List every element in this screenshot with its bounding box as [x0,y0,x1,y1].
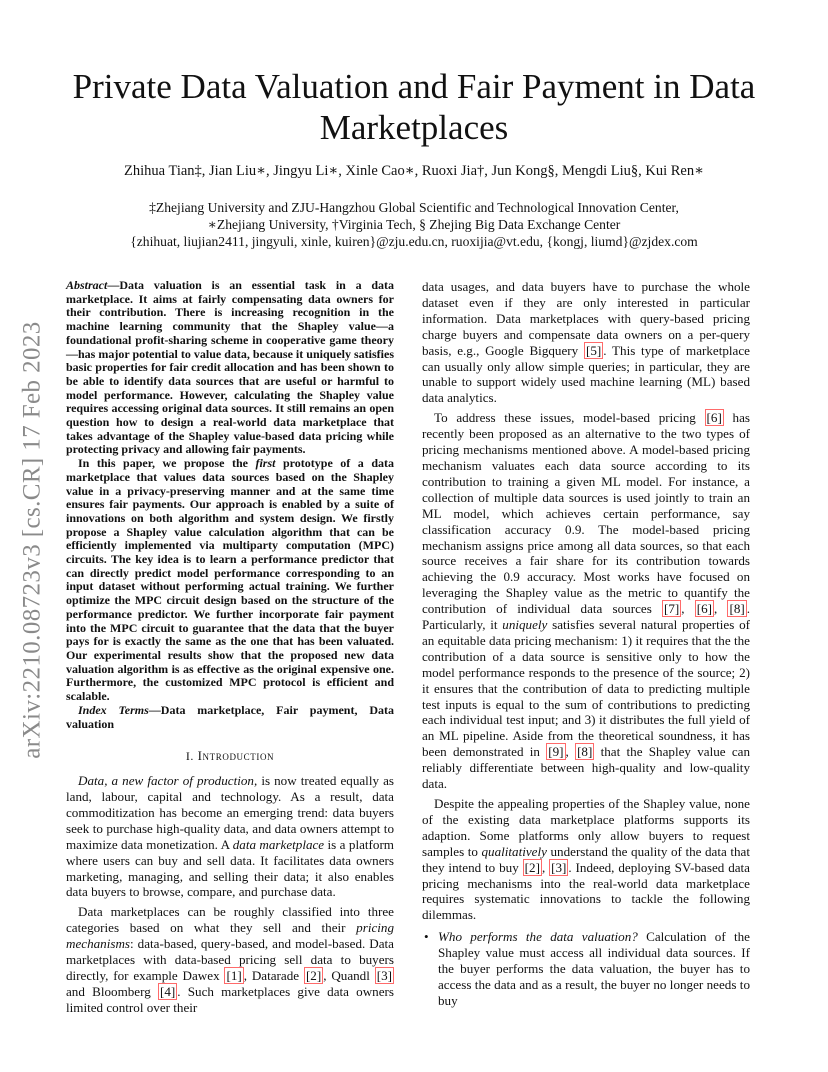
affiliation-line-1: ‡Zhejiang University and ZJU-Hangzhou Global Scientific and Technological Innovation Center, [149,200,679,215]
citation-link[interactable]: [7] [663,601,680,617]
citation-link[interactable]: [1] [226,967,242,983]
arxiv-identifier [4,260,62,820]
citation-link[interactable]: [8] [577,744,593,760]
citation-link[interactable]: [6] [696,601,712,617]
paper-title: Private Data Valuation and Fair Payment in Data Marketplaces [72,67,756,147]
citation-link[interactable]: [5] [585,342,602,358]
author-list: Zhihua Tian‡, Jian Liu∗, Jingyu Li∗, Xinle Cao∗, Ruoxi Jia†, Jun Kong§, Mengdi Liu§, Kui Ren∗ [124,163,704,179]
citation-link[interactable]: [4] [160,983,176,999]
affiliation-line-2: ∗Zhejiang University, †Virginia Tech, § Zhejing Big Data Exchange Center [207,217,621,232]
right-column [422,279,750,1009]
right-paragraph-1: data usages, and data buyers have to purchase the whole dataset even if they are only interested in particular information. Data marketplaces with query-based pricing charge buyers and compensate data owners on a per-query basis, e.g., Google Bigquery [5] . This type of marketplace can usually only allow simple queries; in particular, they are unable to support widely used machine learning (ML) based data analytics. [422,279,750,406]
section-heading-introduction: I. Introduction [185,748,275,764]
intro-paragraph-2: Data marketplaces can be roughly classified into three categories based on what they sell and their pricing mechanisms: data-based, query-based, and model-based. Data marketplaces with data-based pricing sell data to buyers directly, for example Dawex [1] , Datarade [2] , Quandl [3] and Bloomberg [4] . Such marketplaces give data owners limited control over their [66,904,394,1015]
citation-link[interactable]: [9] [548,744,564,760]
affiliations [60,199,768,250]
left-column [66,279,394,1016]
index-terms: Index Terms—Data marketplace, Fair payment, Data valuation [66,702,394,731]
right-paragraph-3: Despite the appealing properties of the Shapley value, none of the existing data marketplace platforms supports its adaption. Some platforms only allow buyers to request samples to qualitatively understand the quality of the data that they intend to buy [2] , [3] . Indeed, deploying SV-based data pricing mechanisms into the real-world data marketplace requires systematic innovations to tackle the following dilemmas. [422,796,750,923]
citation-link[interactable]: [2] [305,967,322,983]
affiliation-emails: {zhihuat, liujian2411, jingyuli, xinle, kuiren}@zju.edu.cn, ruoxijia@vt.edu, {kongj, liumd}@zjdex.com [130,234,698,249]
citation-link[interactable]: [6] [706,410,722,426]
index-terms-label: Index Terms [78,702,149,717]
citation-link[interactable]: [3] [551,859,567,875]
list-item: • Who performs the data valuation? Calculation of the Shapley value must access all individual data sources. If the buyer performs the data valuation, the buyer has to access the data and as a result, the buyer no longer needs to buy [424,929,750,1008]
citation-link[interactable]: [8] [729,601,745,617]
intro-paragraph-1: Data, a new factor of production, is now treated equally as land, labour, capital and technology. As a result, data commoditization has become an emerging trend: data buyers seek to purchase high-quality data, and data owners attempt to maximize data monetization. A data marketplace is a platform where users can buy and sell data. It facilitates data owners marketing, managing, and selling their data; it also enables data buyers to browse, compare, and purchase data. [66,773,394,900]
bullet-icon: • [424,929,429,945]
right-paragraph-2: To address these issues, model-based pricing [6] has recently been proposed as an alternative to the two types of pricing mechanisms mentioned above. A model-based pricing mechanism valuates each data source according to its contribution to training a given ML model. For instance, a collection of multiple data sources is used jointly to train an ML model, which achieves certain performance, say classification accuracy 0.9. The model-based pricing mechanism assigns price among all data sources, so that each source receives a fair share for its contribution towards achieving the 0.9 accuracy. Most works have focused on leveraging the Shapley value as the metric to quantify the contribution of individual data sources [7] , [6] , [8] . Particularly, it uniquely satisfies several natural properties of an equitable data pricing mechanism: 1) it requires that the the contribution of a data source is sensitive only to how the model performance responds to the presence of the source; 2) it ensures that the contribution of data to predicting multiple test inputs is equal to the sum of contributions to predicting each individual test input; and 3) it distributes the full yield of an ML pipeline. Aside from the theoretical soundness, it has been demonstrated in [9] , [8] that the Shapley value can reliably differentiate between high-quality and low-quality data. [422,410,751,792]
dilemma-list [422,929,750,1009]
abstract-label: Abstract [66,278,108,292]
citation-link[interactable]: [2] [524,859,540,875]
abstract-paragraph-1: Abstract—Data valuation is an essential task in a data marketplace. It aims at fairly compensating data owners for their contribution. There is increasing recognition in the machine learning community that the Shapley value—a foundational profit-sharing scheme in cooperative game theory—has major potential to value data, because it uniquely satisfies basic properties for fair credit allocation and has been shown to be able to identify data sources that are useful or harmful to model performance. However, calculating the Shapley value requires accessing original data sources. It still remains an open question how to design a real-world data marketplace that takes advantage of the Shapley value-based data pricing while protecting privacy and allowing fair payments. [66,278,394,457]
arxiv-identifier-text: arXiv:2210.08723v3 [cs.CR] 17 Feb 2023 [19,321,46,759]
abstract-paragraph-2: In this paper, we propose the first prototype of a data marketplace that values data sources based on the Shapley value in a privacy-preserving manner and at the same time ensures fair payments. Our approach is enabled by a suite of innovations on both algorithm and system design. We firstly propose a Shapley value calculation algorithm that can be efficiently implemented via multiparty computation (MPC) circuits. The key idea is to learn a performance predictor that can directly predict model performance corresponding to an input dataset without performing actual training. We further optimize the MPC circuit design based on the structure of the performance predictor. We further incorporate fair payment into the MPC circuit to guarantee that the data that the buyer pays for is exactly the same as the one that has been valuated. Our experimental results show that the proposed new data valuation algorithm is as effective as the original expensive one. Furthermore, the customized MPC protocol is efficient and scalable. [66,456,394,704]
abstract [66,279,394,731]
citation-link[interactable]: [3] [376,967,392,983]
